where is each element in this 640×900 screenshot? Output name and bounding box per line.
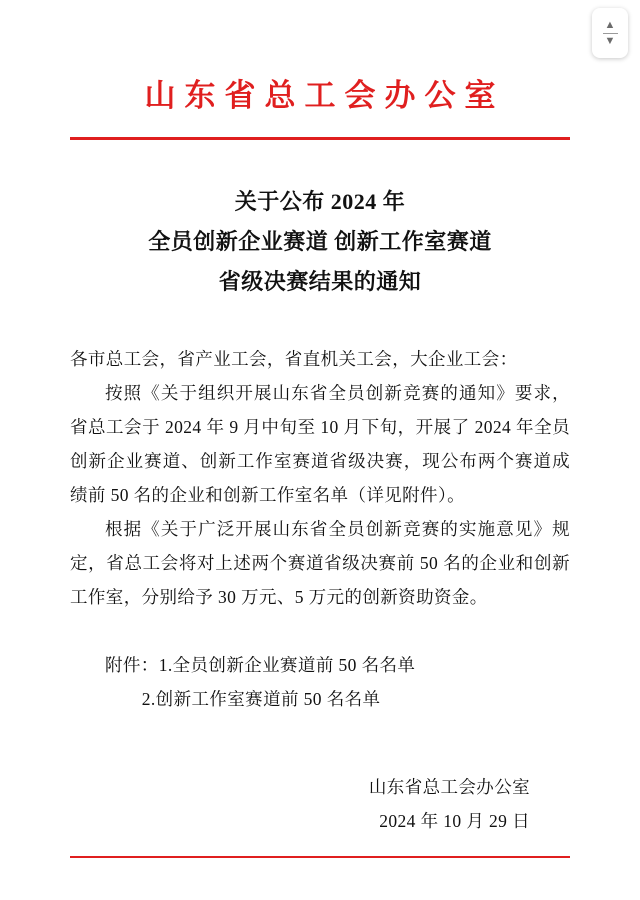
letterhead-rule: [70, 137, 570, 140]
addressee-line: 各市总工会，省产业工会，省直机关工会，大企业工会：: [70, 348, 518, 369]
signature-org: 山东省总工会办公室: [368, 776, 530, 797]
title-line-3: 省级决赛结果的通知: [218, 268, 422, 294]
body-paragraph-2: 根据《关于广泛开展山东省全员创新竞赛的实施意见》规定，省总工会将对上述两个赛道省级决赛前 50 名的企业和创新工作室，分别给予 30 万元、5 万元的创新资助资金。: [70, 518, 570, 607]
attachment-item-1: 附件：1.全员创新企业赛道前 50 名名单: [105, 654, 416, 675]
chevron-down-icon[interactable]: ▼: [604, 34, 616, 47]
footer-rule: [70, 856, 570, 858]
signature-date: 2024 年 10 月 29 日: [379, 810, 530, 831]
document-title: [70, 182, 570, 302]
signature-block: [70, 770, 570, 838]
widget-divider: [603, 33, 618, 34]
attachment-item-2: 2.创新工作室赛道前 50 名名单: [141, 688, 381, 709]
scroll-widget[interactable]: [592, 8, 628, 58]
letterhead-title: 山东省总工会办公室: [144, 78, 505, 114]
body-paragraph-1: 按照《关于组织开展山东省全员创新竞赛的通知》要求，省总工会于 2024 年 9 月中旬至 10 月下旬，开展了 2024 年全员创新企业赛道、创新工作室赛道省级决赛，现公布两个赛道成绩前 50 名的企业和创新工作室名单（详见附件）。: [70, 382, 570, 505]
title-line-2: 全员创新企业赛道 创新工作室赛道: [148, 228, 492, 254]
chevron-up-icon[interactable]: ▲: [604, 18, 616, 31]
attachment-list: [70, 648, 570, 716]
title-line-1: 关于公布 2024 年: [234, 188, 406, 214]
